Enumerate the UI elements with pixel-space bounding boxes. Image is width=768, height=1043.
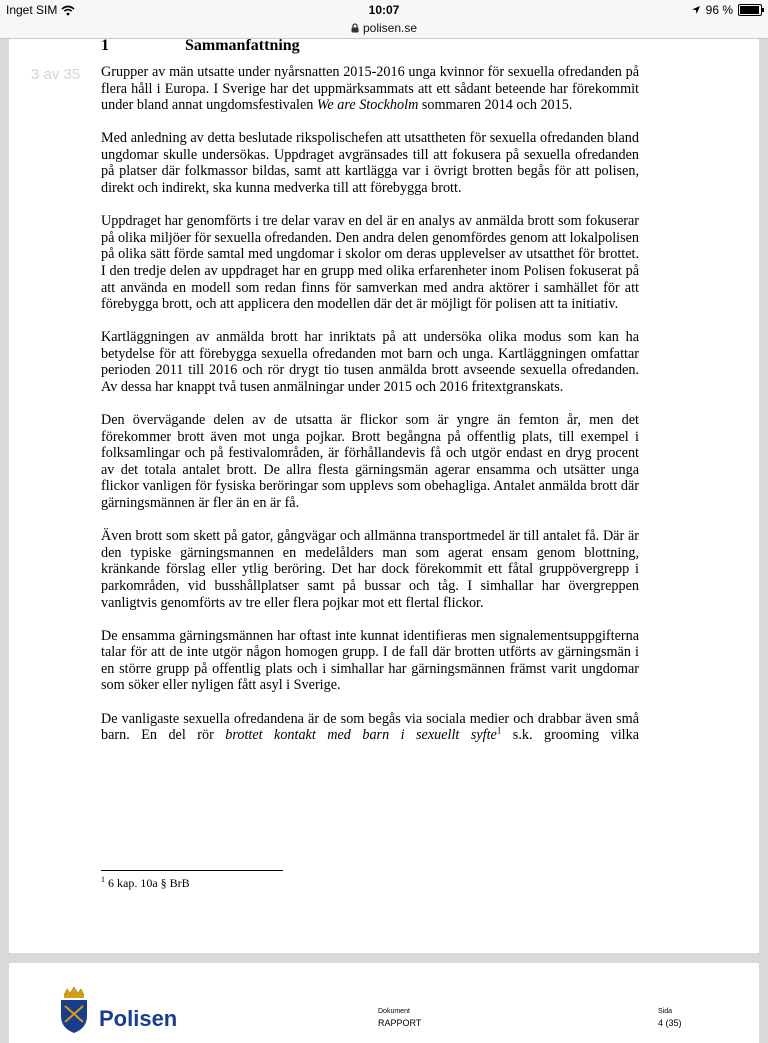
footnote [101, 876, 190, 891]
footnote-number: 1 [101, 875, 105, 884]
battery-percent: 96 % [705, 3, 733, 17]
paragraph: De ensamma gärningsmännen har oftast inte kunnat identifieras men signalementsuppgifterna talar för att de inte utgör någon homogen grupp. I de fall där brotten utförts av gärningsmän i en större grupp på offentlig plats och i simhallar har gärningsmännen främst varit ungdomar som söker eller nyligen fått asyl i Sverige. [101, 627, 639, 694]
status-bar [0, 0, 768, 20]
section-title: Sammanfattning [185, 37, 300, 54]
crime-term: brottet kontakt med barn i sexuellt syfte [225, 727, 497, 744]
paragraph-text: s.k. grooming vilka [501, 727, 639, 744]
footnote-marker[interactable]: 1 [496, 725, 502, 736]
paragraph: Uppdraget har genomförts i tre delar varav en del är en analys av anmälda brott som fokuserar på olika miljöer för sexuella ofredanden. Den andra delen genomfördes genom att lokalpolisen på olika sätt förde samtal med ungdomar i skolor om deras upplevelser av utsatthet för brottet. I den tredje delen av uppdraget har en grupp med olika erfarenheter inom Polisen fokuserat på att använda en modell som redan finns för samverkan med andra aktörer i samhället för att förebygga brott, och att applicera den modellen där det är möjligt för polisen att ta initiativ. [101, 213, 639, 313]
document-body [101, 64, 639, 760]
doc-type-meta [378, 1008, 421, 1028]
page-label: Sida [658, 1008, 673, 1015]
paragraph-text: sommaren 2014 och 2015. [418, 97, 573, 114]
police-crest-icon [57, 986, 91, 1034]
lock-icon [351, 23, 359, 33]
status-right-group [691, 3, 762, 17]
location-arrow-icon [691, 5, 701, 15]
paragraph [101, 711, 639, 744]
paragraph: Även brott som skett på gator, gångvägar och allmänna transportmedel är till antalet få. Där är den typiske gärningsmannen en medelålders man som agerat ensam genom blottning, kränkande förslag eller ytlig beröring. Det har dock förekommit ett fåtal gruppövergrepp i parkområden, vid busshållplatser samt på bussar och tåg. I simhallar har övergreppen vanligtvis genomförts av tre eller flera pojkar mot ett flertal flickor. [101, 528, 639, 611]
battery-icon [738, 4, 762, 16]
footnote-text: 6 kap. 10a § BrB [108, 876, 190, 890]
paragraph [101, 64, 639, 114]
paragraph: Med anledning av detta beslutade rikspolischefen att utsattheten för sexuella ofredanden bland ungdomar skulle undersökas. Uppdraget avgränsades till att fokusera på sexuella ofredanden på platser där folkmassor bildas, samt att kartlägga var i övrigt brotten begås för att polisen, direkt och indirekt, ska kunna medverka till att förebygga brott. [101, 130, 639, 197]
clock: 10:07 [368, 3, 400, 17]
logo-text: Polisen [99, 1006, 178, 1031]
paragraph-text: De vanligaste sexuella ofredandena är de som begås via sociala medier och drabbar även små barn. En del rör [101, 710, 639, 744]
carrier-label: Inget SIM [6, 3, 58, 17]
paragraph: Den övervägande delen av de utsatta är flickor som är yngre än femton år, men det förekommer brott även mot unga pojkar. Brott begångna på offentlig plats, till exempel i folksamlingar och på festivalområden, är förhållandevis få och utgör endast en dryg procent av det totala antalet brott. De allra flesta gärningsmän agerar ensamma och utsätter unga flickor vanligen för fysiska beröringar som upplevs som obehagliga. Antalet anmälda brott där gärningsmännen är fler än en är få. [101, 412, 639, 512]
polisen-logo [57, 986, 177, 1034]
section-number: 1 [101, 37, 109, 54]
footnote-divider [101, 870, 283, 871]
page-meta [658, 1008, 682, 1028]
url-domain[interactable]: polisen.se [362, 21, 418, 35]
section-heading [101, 37, 300, 55]
paragraph: Kartläggningen av anmälda brott har inriktats på att undersöka olika modus som kan ha betydelse för att förebygga sexuella ofredanden mot barn och unga. Kartläggningen omfattar perioden 2011 till 2016 och rör drygt tio tusen anmälda brott avseende sexuella ofredanden. Av dessa har knappt två tusen anmälningar under 2015 och 2016 fritextgranskats. [101, 329, 639, 395]
doc-label: Dokument [378, 1008, 410, 1015]
festival-name: We are Stockholm [316, 97, 419, 114]
doc-value: RAPPORT [378, 1018, 422, 1028]
page-counter: 3 av 35 [31, 66, 81, 83]
page-value: 4 (35) [658, 1018, 682, 1028]
paragraph-text: Grupper av män utsatte under nyårsnatten 2015-2016 unga kvinnor för sexuella ofredanden på flera håll i Europa. I Sverige har det uppmärksammats att ett sådant beteende har förekommit under bland annat ungdomsfestivalen [101, 64, 639, 114]
battery-fill [740, 6, 759, 14]
